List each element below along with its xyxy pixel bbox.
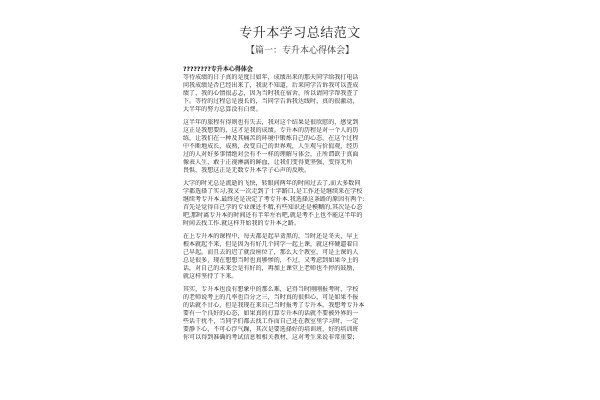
paragraph-list	[183, 74, 417, 342]
paragraph-line: 些话干扰不，当同学们都去找工作而自己还在教室里学习时，一定	[183, 318, 359, 325]
paragraph	[183, 233, 417, 281]
paragraph-line: 过的人对好多事情绝对会有不一样的理解与体会，正所谓欲于真面	[183, 151, 359, 158]
paragraph-line: 总是很多，现在想想当时也真够惨的，不过，又考虑到如果今上的	[183, 257, 359, 264]
paragraph-line: 大半年的努力总算没有白费。	[183, 106, 262, 113]
paragraph-line: 畏惧，我想这正是无数专升本学子心声的反映。	[183, 167, 311, 174]
document-subtitle: 【篇一：专升本心得体会】	[245, 46, 354, 56]
paragraph-line: 首先是觉得自己学的专业课还不精,有些知识还是模糊的,其次是心态	[183, 204, 363, 211]
paragraph-line: 话，对自己的未来会是有好的，再加上课堂上老师也不停的鼓励，	[183, 265, 359, 272]
paragraph-line: 这正是我想要的，这才是我的成绩。专升本的历程是对一个人的历	[183, 127, 359, 134]
paragraph	[183, 119, 417, 175]
paragraph-line: 要静下心，不可心浮气躁，其次是要选择好的培训班，好的培训班	[183, 326, 359, 333]
paragraph-line: 问我成绩是否已经出来了，我说不知道，后来同学告诉我可以查成	[183, 82, 359, 89]
paragraph-line: 就这样坚持了下来。	[183, 273, 238, 280]
paragraph-line: 像表人生，敢于正视淋漓的鲜血，让我们变得更坚强，变得无所	[183, 159, 353, 166]
paragraph-line: 要有一个良好的心态，如果真的打算专升本的话就不要被外界的一	[183, 310, 359, 317]
paragraph-line: 己早起。而且去的迟了就没座位了，那么大个教室，可是上课的人	[183, 249, 359, 256]
paragraph	[183, 74, 417, 114]
paragraph-line: 中不断地成长，成熟，改变自己的世界观，人生观与价值观，经历	[183, 143, 359, 150]
paragraph-line: 的老师说考上的几率也百分之三，当时真的很担心，可是如果不报	[183, 294, 359, 301]
paragraph	[183, 180, 417, 228]
paragraph-line: 在上专升本的课程中，每天都是起早贪黑的，当时还是冬天，早上	[183, 233, 359, 240]
document-title: 专升本学习总结范文	[239, 26, 361, 41]
paragraph-line: 时间去找工作.就这样开始我的专升本之路。	[183, 220, 300, 227]
paragraph	[183, 286, 417, 342]
paragraph-line: 练，让我们在一种及其痛苦的环境中锻炼自己的心态，在这个过程	[183, 135, 359, 142]
paragraph-line: 绩了，我的心情很忐忑，因为当时我在宿舍，所以请同学帮我查了	[183, 90, 359, 97]
document-body	[183, 22, 417, 347]
paragraph-line: 根本就起不来，但是因为有好几个同学一起上课，就这样硬逼着自	[183, 241, 359, 248]
paragraph-line: 下。等待的过程总是漫长的，当同学告诉我达线时，真的很激动，	[183, 98, 359, 105]
paragraph-line: 学都选择了实习,我又一次走到了十字路口,是工作还是继续来在学校	[183, 188, 363, 195]
paragraph-line: 的话就不甘心，但是我现在来自己当时报考了专升本。我想考专升本	[183, 302, 365, 309]
paragraph-line: 其实，专升本也没有想象中的那么难，记得当时刚刚报考时，学校	[183, 286, 359, 293]
document-text	[183, 66, 417, 342]
paragraph-line: 大学的时光总是流逝的飞快，转眼间两年的时间过去了,而大多数同	[183, 180, 361, 187]
paragraph-line: 这半年的旅程有得则也有失去，我对这个结果是很欣慰的，感觉到	[183, 119, 359, 126]
paragraph-line: 等待成绩的日子真的是度日如年，成绩出来的那天同学给我打电话	[183, 74, 359, 81]
section-heading: ????????专升本心得体会	[183, 66, 253, 73]
paragraph-line: 吧,那时离专升本的时间还有半年左右吧,就是考不上也不能这半年的	[183, 212, 363, 219]
paragraph-line: 继续考专升本.最终还是决定了考专升本.我选择这条路的原因有两个:	[183, 196, 365, 203]
paragraph-line: 你可以得到准确的考试信息和相关教材，这对考生来说非常重要;	[183, 334, 355, 341]
